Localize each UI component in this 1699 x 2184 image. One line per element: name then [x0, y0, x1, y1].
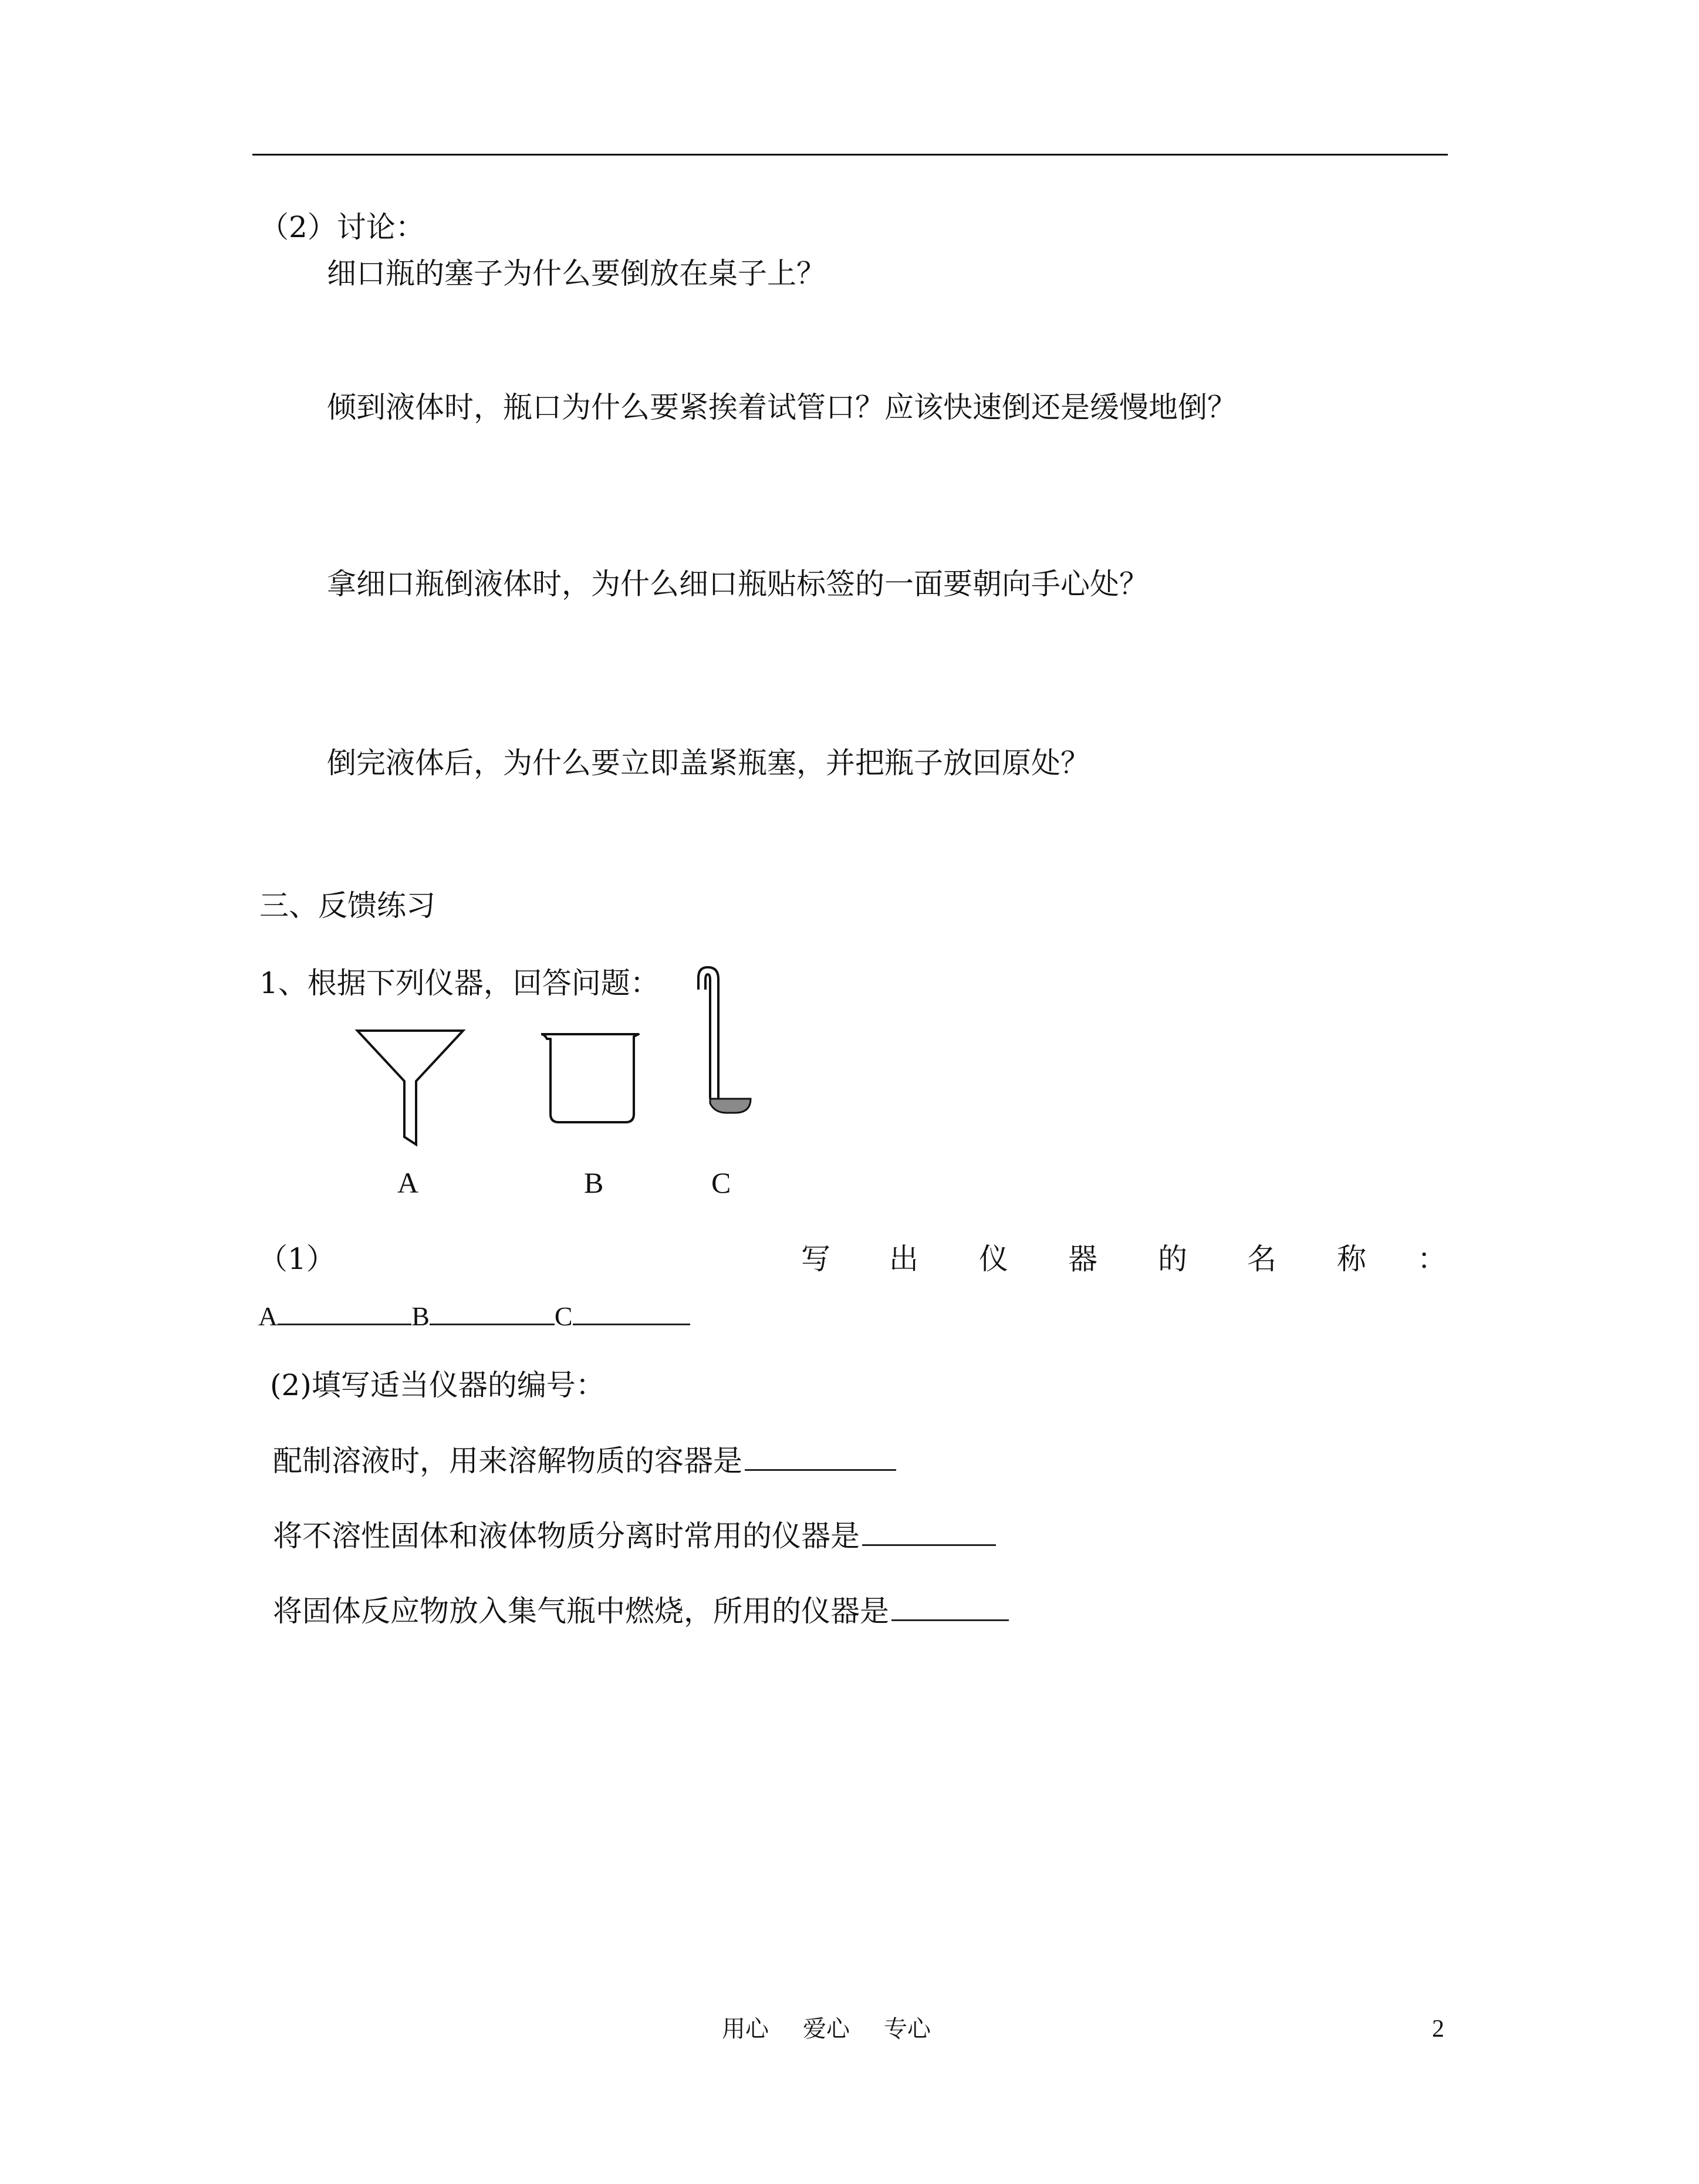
blank-label-b: B	[411, 1301, 430, 1331]
fill-item-3-blank[interactable]	[891, 1592, 1009, 1621]
discussion-question-3: 拿细口瓶倒液体时，为什么细口瓶贴标签的一面要朝向手心处？	[327, 567, 1149, 601]
footer-motto-3: 专心	[884, 2016, 931, 2043]
blank-label-c: C	[554, 1301, 573, 1331]
discussion-question-4: 倒完液体后，为什么要立即盖紧瓶塞，并把瓶子放回原处？	[327, 746, 1090, 780]
figure-label-a: A	[397, 1166, 419, 1199]
discussion-question-1: 细口瓶的塞子为什么要倒放在桌子上？	[327, 256, 826, 291]
sub-question-1-char: 器	[1068, 1242, 1097, 1276]
figure-label-b: B	[584, 1166, 604, 1199]
fill-item-2-blank[interactable]	[862, 1517, 996, 1546]
fill-item-3-text: 将固体反应物放入集气瓶中燃烧，所用的仪器是	[273, 1594, 889, 1628]
question-1-intro: 1、根据下列仪器，回答问题：	[259, 966, 660, 1000]
sub-question-1-char: 仪	[979, 1242, 1008, 1276]
beaker-icon	[539, 1032, 647, 1127]
blank-a-line[interactable]	[278, 1294, 411, 1325]
header-rule	[252, 154, 1448, 156]
footer-motto-2: 爱心	[803, 2016, 850, 2043]
section-2-heading: （2）讨论：	[259, 210, 425, 244]
sub-question-1-char: 写	[801, 1242, 830, 1276]
footer-motto-1: 用心	[722, 2016, 769, 2043]
combustion-spoon-icon	[693, 963, 757, 1133]
sub-question-1-char: 称	[1337, 1242, 1366, 1276]
sub-question-1-char: ：	[1417, 1242, 1447, 1276]
fill-item-1	[273, 1442, 896, 1478]
sub-question-1-char: 的	[1158, 1242, 1187, 1276]
name-blanks-row	[258, 1294, 690, 1334]
fill-item-1-blank[interactable]	[745, 1442, 896, 1471]
fill-item-1-text: 配制溶液时，用来溶解物质的容器是	[273, 1444, 742, 1478]
section-3-heading: 三、反馈练习	[259, 889, 435, 923]
blank-b-line[interactable]	[430, 1294, 555, 1325]
blank-c-line[interactable]	[573, 1294, 690, 1325]
discussion-question-2: 倾到液体时，瓶口为什么要紧挨着试管口？应该快速倒还是缓慢地倒？	[327, 390, 1237, 424]
page-number: 2	[1432, 2016, 1444, 2043]
sub-question-2-heading: (2)填写适当仪器的编号：	[270, 1368, 605, 1402]
sub-question-1-row	[258, 1241, 1447, 1277]
sub-question-1-char: 名	[1247, 1242, 1276, 1276]
sub-question-1-number: （1）	[258, 1242, 336, 1276]
fill-item-2-text: 将不溶性固体和液体物质分离时常用的仪器是	[273, 1519, 860, 1553]
sub-question-1-char: 出	[889, 1242, 918, 1276]
fill-item-3	[273, 1592, 1009, 1629]
footer-motto	[722, 2014, 965, 2044]
funnel-icon	[355, 1027, 467, 1147]
fill-item-2	[273, 1517, 996, 1554]
figure-label-c: C	[711, 1166, 731, 1199]
blank-label-a: A	[258, 1301, 278, 1331]
